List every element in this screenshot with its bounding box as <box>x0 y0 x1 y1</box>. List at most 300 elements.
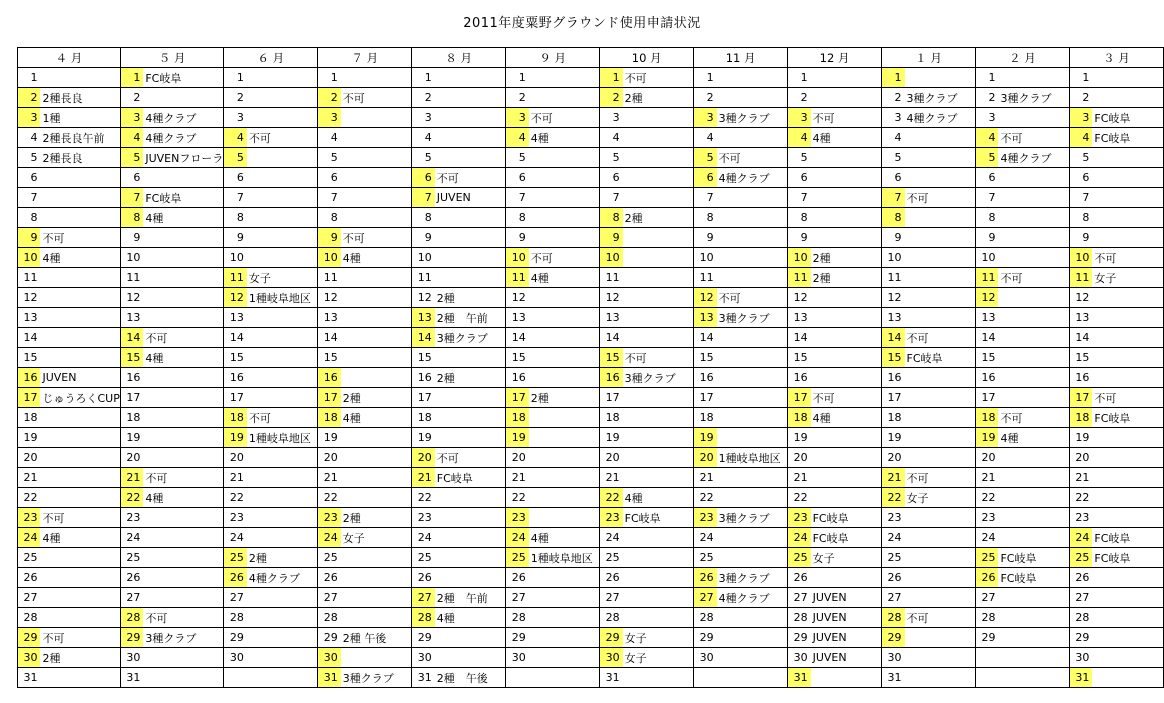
booking-cell <box>143 368 224 388</box>
day-number-cell: 3 <box>412 108 435 128</box>
day-number-cell: 19 <box>120 428 143 448</box>
day-number-cell: 4 <box>18 128 41 148</box>
booking-cell <box>998 608 1069 628</box>
booking-cell: 不可 <box>143 608 224 628</box>
day-number-cell: 24 <box>412 528 435 548</box>
booking-cell <box>998 488 1069 508</box>
day-number-cell: 1 <box>18 68 41 88</box>
day-number-cell: 11 <box>975 268 998 288</box>
day-number-cell: 27 <box>600 588 623 608</box>
booking-cell <box>811 148 882 168</box>
day-number-cell: 8 <box>120 208 143 228</box>
booking-cell <box>811 228 882 248</box>
day-number-cell: 25 <box>788 548 811 568</box>
day-number-cell: 18 <box>506 408 529 428</box>
day-number-cell: 12 <box>18 288 41 308</box>
booking-cell: 2種 <box>529 388 600 408</box>
booking-cell: 2種 <box>811 268 882 288</box>
booking-cell <box>998 528 1069 548</box>
day-number-cell: 16 <box>600 368 623 388</box>
day-number-cell: 26 <box>18 568 41 588</box>
booking-cell <box>1092 568 1163 588</box>
booking-cell <box>905 628 976 648</box>
day-number-cell: 8 <box>694 208 717 228</box>
day-number-cell: 11 <box>412 268 435 288</box>
table-row <box>18 428 1164 448</box>
day-number-cell: 19 <box>506 428 529 448</box>
day-number-cell: 1 <box>412 68 435 88</box>
booking-cell <box>143 448 224 468</box>
booking-cell: 3種クラブ <box>717 308 788 328</box>
day-number-cell: 23 <box>1069 508 1092 528</box>
day-number-cell: 31 <box>788 668 811 688</box>
day-number-cell: 27 <box>788 588 811 608</box>
day-number-cell: 2 <box>318 88 341 108</box>
day-number-cell: 18 <box>975 408 998 428</box>
table-row <box>18 128 1164 148</box>
day-number-cell: 31 <box>882 668 905 688</box>
day-number-cell: 1 <box>975 68 998 88</box>
day-number-cell: 28 <box>694 608 717 628</box>
booking-cell: JUVEN <box>811 608 882 628</box>
day-number-cell: 7 <box>975 188 998 208</box>
day-number-cell: 9 <box>975 228 998 248</box>
day-number-cell: 18 <box>318 408 341 428</box>
booking-cell <box>435 428 506 448</box>
table-row <box>18 188 1164 208</box>
day-number-cell: 10 <box>600 248 623 268</box>
day-number-cell: 29 <box>1069 628 1092 648</box>
booking-cell <box>435 148 506 168</box>
booking-cell <box>717 648 788 668</box>
day-number-cell: 2 <box>506 88 529 108</box>
booking-cell <box>40 588 120 608</box>
booking-cell: FC岐阜 <box>1092 108 1163 128</box>
day-number-cell: 29 <box>600 628 623 648</box>
booking-cell: 4種 <box>341 408 412 428</box>
day-number-cell: 30 <box>600 648 623 668</box>
booking-cell <box>341 68 412 88</box>
booking-cell: 3種クラブ <box>905 88 976 108</box>
booking-cell <box>623 608 694 628</box>
day-number-cell: 10 <box>120 248 143 268</box>
day-number-cell: 9 <box>120 228 143 248</box>
day-number-cell: 13 <box>600 308 623 328</box>
booking-cell <box>623 588 694 608</box>
booking-cell: 1種岐阜地区 <box>717 448 788 468</box>
booking-cell <box>247 228 318 248</box>
booking-cell: 4種 <box>435 608 506 628</box>
day-number-cell: 29 <box>506 628 529 648</box>
day-number-cell: 19 <box>1069 428 1092 448</box>
day-number-cell: 12 <box>600 288 623 308</box>
booking-cell <box>998 68 1069 88</box>
day-number-cell: 14 <box>120 328 143 348</box>
day-number-cell: 11 <box>224 268 247 288</box>
day-number-cell: 17 <box>694 388 717 408</box>
day-number-cell: 25 <box>694 548 717 568</box>
day-number-cell: 11 <box>120 268 143 288</box>
day-number-cell: 17 <box>224 388 247 408</box>
booking-cell: 不可 <box>40 508 120 528</box>
booking-cell: 不可 <box>998 128 1069 148</box>
table-row <box>18 148 1164 168</box>
booking-cell: 4種 <box>811 408 882 428</box>
booking-cell: 3種クラブ <box>623 368 694 388</box>
booking-cell <box>40 608 120 628</box>
day-number-cell: 29 <box>694 628 717 648</box>
day-number-cell: 20 <box>1069 448 1092 468</box>
day-number-cell: 25 <box>412 548 435 568</box>
booking-cell <box>529 308 600 328</box>
booking-cell <box>905 508 976 528</box>
day-number-cell: 26 <box>120 568 143 588</box>
day-number-cell: 11 <box>694 268 717 288</box>
booking-cell <box>435 388 506 408</box>
day-number-cell: 19 <box>412 428 435 448</box>
day-number-cell: 29 <box>318 628 341 648</box>
booking-cell <box>341 308 412 328</box>
day-number-cell: 7 <box>412 188 435 208</box>
day-number-cell: 16 <box>506 368 529 388</box>
booking-cell <box>40 568 120 588</box>
booking-cell <box>717 528 788 548</box>
booking-cell <box>247 168 318 188</box>
booking-cell: 3種クラブ <box>341 668 412 688</box>
day-number-cell: 2 <box>600 88 623 108</box>
booking-cell <box>717 428 788 448</box>
booking-cell <box>341 288 412 308</box>
booking-cell <box>811 668 882 688</box>
booking-cell <box>341 168 412 188</box>
booking-cell <box>435 248 506 268</box>
booking-cell <box>623 228 694 248</box>
page-title: 2011年度粟野グラウンド使用申請状況 <box>463 16 701 31</box>
booking-cell: JUVEN <box>811 628 882 648</box>
day-number-cell: 8 <box>975 208 998 228</box>
booking-cell <box>905 428 976 448</box>
day-number-cell: 6 <box>694 168 717 188</box>
booking-cell <box>811 208 882 228</box>
booking-cell <box>905 388 976 408</box>
table-row <box>18 648 1164 668</box>
day-number-cell: 23 <box>224 508 247 528</box>
day-number-cell: 20 <box>506 448 529 468</box>
booking-cell <box>1092 88 1163 108</box>
day-number-cell: 7 <box>1069 188 1092 208</box>
booking-cell <box>529 288 600 308</box>
day-number-cell: 6 <box>788 168 811 188</box>
day-number-cell: 22 <box>506 488 529 508</box>
day-number-cell: 8 <box>788 208 811 228</box>
booking-cell <box>905 148 976 168</box>
booking-cell <box>247 668 318 688</box>
day-number-cell: 19 <box>694 428 717 448</box>
booking-cell <box>905 408 976 428</box>
booking-cell <box>40 288 120 308</box>
day-number-cell: 22 <box>600 488 623 508</box>
day-number-cell: 16 <box>882 368 905 388</box>
day-number-cell: 17 <box>18 388 41 408</box>
day-number-cell: 12 <box>788 288 811 308</box>
booking-cell <box>143 588 224 608</box>
day-number-cell: 11 <box>882 268 905 288</box>
booking-cell: 不可 <box>529 108 600 128</box>
usage-calendar-table <box>17 47 1164 688</box>
day-number-cell: 27 <box>694 588 717 608</box>
day-number-cell: 4 <box>882 128 905 148</box>
table-row <box>18 588 1164 608</box>
booking-cell <box>717 88 788 108</box>
day-number-cell: 11 <box>1069 268 1092 288</box>
booking-cell <box>435 348 506 368</box>
table-row <box>18 368 1164 388</box>
day-number-cell: 4 <box>318 128 341 148</box>
day-number-cell: 4 <box>788 128 811 148</box>
booking-cell <box>623 388 694 408</box>
day-number-cell: 18 <box>788 408 811 428</box>
booking-cell <box>623 528 694 548</box>
day-number-cell: 10 <box>1069 248 1092 268</box>
booking-cell <box>341 328 412 348</box>
day-number-cell: 24 <box>506 528 529 548</box>
day-number-cell: 2 <box>975 88 998 108</box>
booking-cell <box>341 608 412 628</box>
day-number-cell: 10 <box>18 248 41 268</box>
booking-cell: 2種 <box>247 548 318 568</box>
booking-cell <box>247 488 318 508</box>
booking-cell <box>341 488 412 508</box>
booking-cell <box>247 308 318 328</box>
booking-cell: 3種クラブ <box>717 568 788 588</box>
booking-cell <box>717 388 788 408</box>
day-number-cell: 6 <box>975 168 998 188</box>
booking-cell: 2種 <box>435 288 506 308</box>
booking-cell <box>529 328 600 348</box>
day-number-cell: 22 <box>1069 488 1092 508</box>
day-number-cell: 15 <box>224 348 247 368</box>
day-number-cell: 1 <box>1069 68 1092 88</box>
booking-cell: 不可 <box>998 268 1069 288</box>
day-number-cell: 8 <box>600 208 623 228</box>
day-number-cell: 13 <box>120 308 143 328</box>
booking-cell <box>143 308 224 328</box>
day-number-cell: 3 <box>1069 108 1092 128</box>
booking-cell: 不可 <box>40 628 120 648</box>
booking-cell <box>905 528 976 548</box>
day-number-cell: 14 <box>975 328 998 348</box>
day-number-cell: 27 <box>318 588 341 608</box>
booking-cell <box>435 508 506 528</box>
day-number-cell: 31 <box>412 668 435 688</box>
table-row <box>18 548 1164 568</box>
day-number-cell: 12 <box>120 288 143 308</box>
booking-cell: 4種クラブ <box>143 108 224 128</box>
booking-cell <box>435 88 506 108</box>
table-row <box>18 408 1164 428</box>
day-number-cell: 20 <box>18 448 41 468</box>
booking-cell <box>529 348 600 368</box>
booking-cell <box>247 348 318 368</box>
day-number-cell: 30 <box>788 648 811 668</box>
booking-cell <box>143 508 224 528</box>
booking-cell: 4種クラブ <box>905 108 976 128</box>
booking-cell <box>341 148 412 168</box>
booking-cell <box>998 388 1069 408</box>
booking-cell <box>247 528 318 548</box>
booking-cell: FC岐阜 <box>1092 528 1163 548</box>
day-number-cell: 24 <box>1069 528 1092 548</box>
day-number-cell: 10 <box>318 248 341 268</box>
day-number-cell: 7 <box>18 188 41 208</box>
day-number-cell: 17 <box>1069 388 1092 408</box>
day-number-cell: 23 <box>412 508 435 528</box>
booking-cell: 2種 <box>40 648 120 668</box>
day-number-cell: 4 <box>975 128 998 148</box>
booking-cell <box>623 428 694 448</box>
day-number-cell: 3 <box>318 108 341 128</box>
day-number-cell: 2 <box>412 88 435 108</box>
month-header: ５ 月 <box>120 48 223 68</box>
booking-cell <box>623 448 694 468</box>
day-number-cell: 30 <box>412 648 435 668</box>
booking-cell <box>529 148 600 168</box>
day-number-cell: 16 <box>788 368 811 388</box>
day-number-cell: 15 <box>600 348 623 368</box>
booking-cell: 2種 <box>435 368 506 388</box>
table-row <box>18 168 1164 188</box>
day-number-cell: 19 <box>318 428 341 448</box>
day-number-cell: 25 <box>120 548 143 568</box>
day-number-cell: 11 <box>18 268 41 288</box>
month-header: ３ 月 <box>1069 48 1163 68</box>
booking-cell: 不可 <box>811 108 882 128</box>
booking-cell: 4種クラブ <box>247 568 318 588</box>
day-number-cell: 19 <box>975 428 998 448</box>
booking-cell <box>998 368 1069 388</box>
day-number-cell: 21 <box>600 468 623 488</box>
day-number-cell: 8 <box>1069 208 1092 228</box>
day-number-cell: 14 <box>18 328 41 348</box>
booking-cell <box>341 368 412 388</box>
day-number-cell: 14 <box>600 328 623 348</box>
booking-cell <box>905 248 976 268</box>
booking-cell: 4種 <box>143 348 224 368</box>
day-number-cell: 1 <box>788 68 811 88</box>
day-number-cell: 27 <box>975 588 998 608</box>
day-number-cell <box>975 648 998 668</box>
booking-cell <box>529 628 600 648</box>
booking-cell <box>247 188 318 208</box>
month-header: 10 月 <box>600 48 694 68</box>
booking-cell <box>1092 208 1163 228</box>
day-number-cell: 16 <box>975 368 998 388</box>
booking-cell: FC岐阜 <box>623 508 694 528</box>
day-number-cell: 14 <box>694 328 717 348</box>
day-number-cell: 3 <box>224 108 247 128</box>
month-header: 12 月 <box>788 48 882 68</box>
day-number-cell: 26 <box>506 568 529 588</box>
day-number-cell: 12 <box>318 288 341 308</box>
booking-cell <box>40 68 120 88</box>
booking-cell <box>143 168 224 188</box>
day-number-cell: 12 <box>506 288 529 308</box>
booking-cell <box>905 648 976 668</box>
booking-cell: 不可 <box>1092 248 1163 268</box>
booking-cell: JUVENフローラ <box>143 148 224 168</box>
booking-cell: 女子 <box>623 628 694 648</box>
booking-cell <box>623 148 694 168</box>
booking-cell: JUVEN <box>435 188 506 208</box>
booking-cell <box>247 468 318 488</box>
day-number-cell: 25 <box>882 548 905 568</box>
day-number-cell: 19 <box>224 428 247 448</box>
day-number-cell: 13 <box>788 308 811 328</box>
day-number-cell: 27 <box>18 588 41 608</box>
booking-cell: 不可 <box>717 148 788 168</box>
day-number-cell: 15 <box>694 348 717 368</box>
day-number-cell: 21 <box>1069 468 1092 488</box>
day-number-cell: 6 <box>224 168 247 188</box>
booking-cell: 不可 <box>341 88 412 108</box>
booking-cell <box>811 288 882 308</box>
booking-cell <box>1092 448 1163 468</box>
day-number-cell: 6 <box>600 168 623 188</box>
day-number-cell: 14 <box>506 328 529 348</box>
booking-cell <box>998 508 1069 528</box>
booking-cell <box>998 348 1069 368</box>
month-header: ６ 月 <box>224 48 318 68</box>
day-number-cell: 2 <box>224 88 247 108</box>
day-number-cell <box>694 668 717 688</box>
day-number-cell: 8 <box>506 208 529 228</box>
booking-cell <box>341 348 412 368</box>
day-number-cell: 24 <box>318 528 341 548</box>
booking-cell: 不可 <box>435 448 506 468</box>
booking-cell <box>247 648 318 668</box>
booking-cell <box>40 548 120 568</box>
booking-cell: 3種クラブ <box>435 328 506 348</box>
day-number-cell: 4 <box>224 128 247 148</box>
booking-cell <box>143 388 224 408</box>
booking-cell <box>717 488 788 508</box>
booking-cell: 2種 午後 <box>435 668 506 688</box>
day-number-cell: 6 <box>120 168 143 188</box>
booking-cell <box>1092 68 1163 88</box>
day-number-cell: 9 <box>788 228 811 248</box>
booking-cell <box>435 528 506 548</box>
booking-cell: 3種クラブ <box>717 108 788 128</box>
booking-cell <box>998 308 1069 328</box>
day-number-cell: 17 <box>882 388 905 408</box>
booking-cell: 不可 <box>143 468 224 488</box>
month-header: ７ 月 <box>318 48 412 68</box>
day-number-cell: 26 <box>318 568 341 588</box>
booking-cell <box>717 608 788 628</box>
day-number-cell: 3 <box>788 108 811 128</box>
day-number-cell: 22 <box>882 488 905 508</box>
booking-cell: 2種長良 <box>40 88 120 108</box>
booking-cell: 女子 <box>1092 268 1163 288</box>
day-number-cell: 22 <box>975 488 998 508</box>
day-number-cell: 4 <box>412 128 435 148</box>
booking-cell <box>905 68 976 88</box>
day-number-cell: 11 <box>600 268 623 288</box>
booking-cell <box>1092 468 1163 488</box>
table-row <box>18 508 1164 528</box>
booking-cell <box>998 188 1069 208</box>
day-number-cell: 5 <box>975 148 998 168</box>
